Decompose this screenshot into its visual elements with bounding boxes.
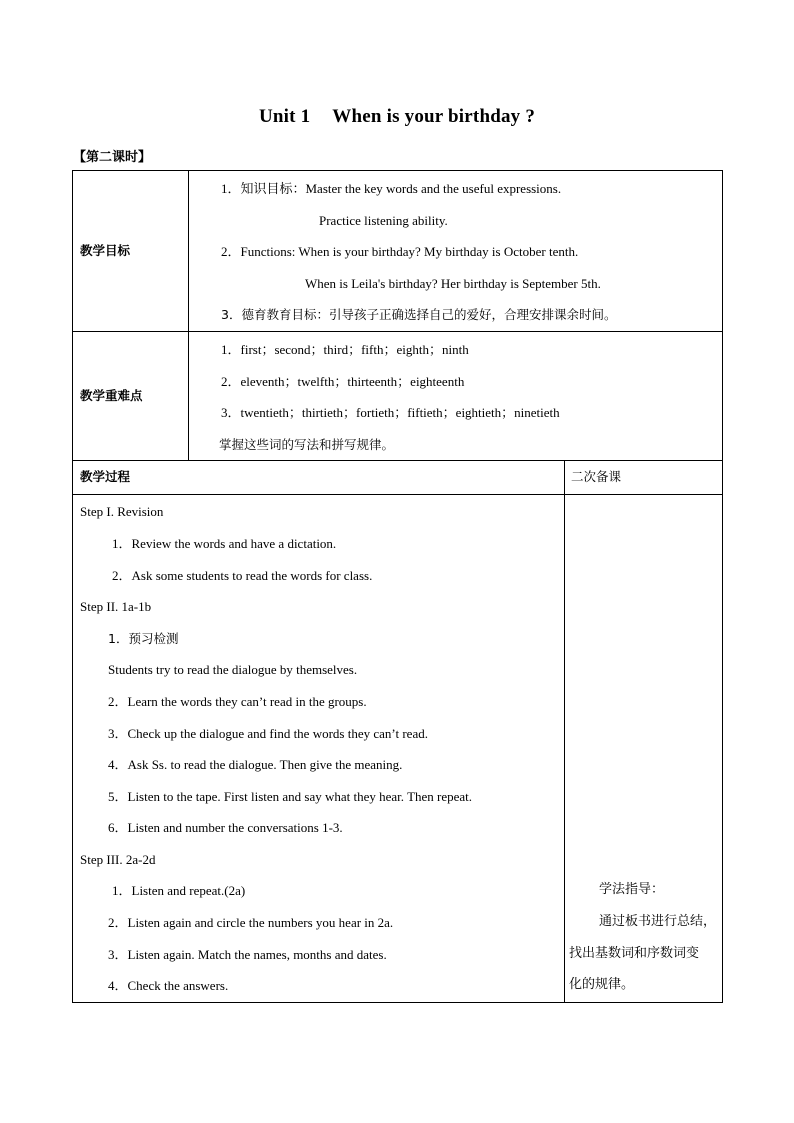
document-title xyxy=(0,106,794,128)
key-points-line-4: 掌握这些词的写法和拼写规律。 xyxy=(219,436,395,452)
goals-line-1: 1．知识目标：Master the key words and the useful expressions. xyxy=(221,181,562,196)
key-points-content xyxy=(189,331,723,460)
key-points-line-1: 1．first；second；third；fifth；eighth；ninth xyxy=(221,341,469,357)
lesson-plan-table xyxy=(72,170,723,1003)
side-note-line: 找出基数词和序数词变 xyxy=(569,945,700,961)
process-item: 3．Listen again. Match the names, months and dates. xyxy=(108,946,387,962)
step-heading-3: Step III. 2a-2d xyxy=(80,851,156,867)
goals-row xyxy=(73,171,723,332)
process-item: 1．预习检测 xyxy=(108,630,179,646)
key-points-line-3: 3．twentieth；thirtieth；fortieth；fiftieth；eightieth；ninetieth xyxy=(221,405,560,421)
goals-line-4: When is Leila's birthday? Her birthday is September 5th. xyxy=(305,275,601,291)
process-item: Students try to read the dialogue by themselves. xyxy=(108,662,358,678)
key-points-label: 教学重难点 xyxy=(73,331,189,460)
goals-line-3: 2．Functions: When is your birthday? My birthday is October tenth. xyxy=(221,244,579,260)
process-item: 2．Listen again and circle the numbers you hear in 2a. xyxy=(108,915,394,931)
process-content xyxy=(73,495,565,1003)
step-heading-2: Step II. 1a-1b xyxy=(80,599,152,615)
title-unit: Unit 1 xyxy=(258,106,311,127)
lesson-tag: 【第二课时】 xyxy=(73,150,152,165)
second-prep-label: 二次备课 xyxy=(565,461,723,495)
process-item: 1．Listen and repeat.(2a) xyxy=(112,883,246,899)
process-item: 2．Ask some students to read the words for class. xyxy=(112,567,373,583)
key-points-row xyxy=(73,331,723,460)
process-row xyxy=(73,495,723,1003)
process-item: 6．Listen and number the conversations 1-3. xyxy=(108,820,343,836)
side-note-heading: 学法指导： xyxy=(599,882,665,898)
process-item: 4．Ask Ss. to read the dialogue. Then give the meaning. xyxy=(108,757,403,773)
process-item: 2．Learn the words they can’t read in the groups. xyxy=(108,693,367,709)
second-prep-content xyxy=(565,495,723,1003)
key-points-line-2: 2．eleventh；twelfth；thirteenth；eighteenth xyxy=(221,373,465,389)
goals-label: 教学目标 xyxy=(73,171,189,332)
process-item: 5．Listen to the tape. First listen and say what they hear. Then repeat. xyxy=(108,788,473,804)
side-note-line: 通过板书进行总结， xyxy=(599,914,717,930)
goals-line-5: 3．德育教育目标：引导孩子正确选择自己的爱好，合理安排课余时间。 xyxy=(221,307,617,323)
process-item: 1．Review the words and have a dictation. xyxy=(112,535,337,551)
step-heading-1: Step I. Revision xyxy=(80,504,164,520)
process-label: 教学过程 xyxy=(73,461,565,495)
goals-content xyxy=(189,171,723,332)
side-note-line: 化的规律。 xyxy=(569,977,635,993)
process-header-row xyxy=(73,461,723,495)
goals-line-2: Practice listening ability. xyxy=(319,212,448,228)
process-item: 3．Check up the dialogue and find the words they can’t read. xyxy=(108,725,428,741)
title-question: When is your birthday ? xyxy=(332,106,536,127)
process-item: 4．Check the answers. xyxy=(108,978,229,994)
